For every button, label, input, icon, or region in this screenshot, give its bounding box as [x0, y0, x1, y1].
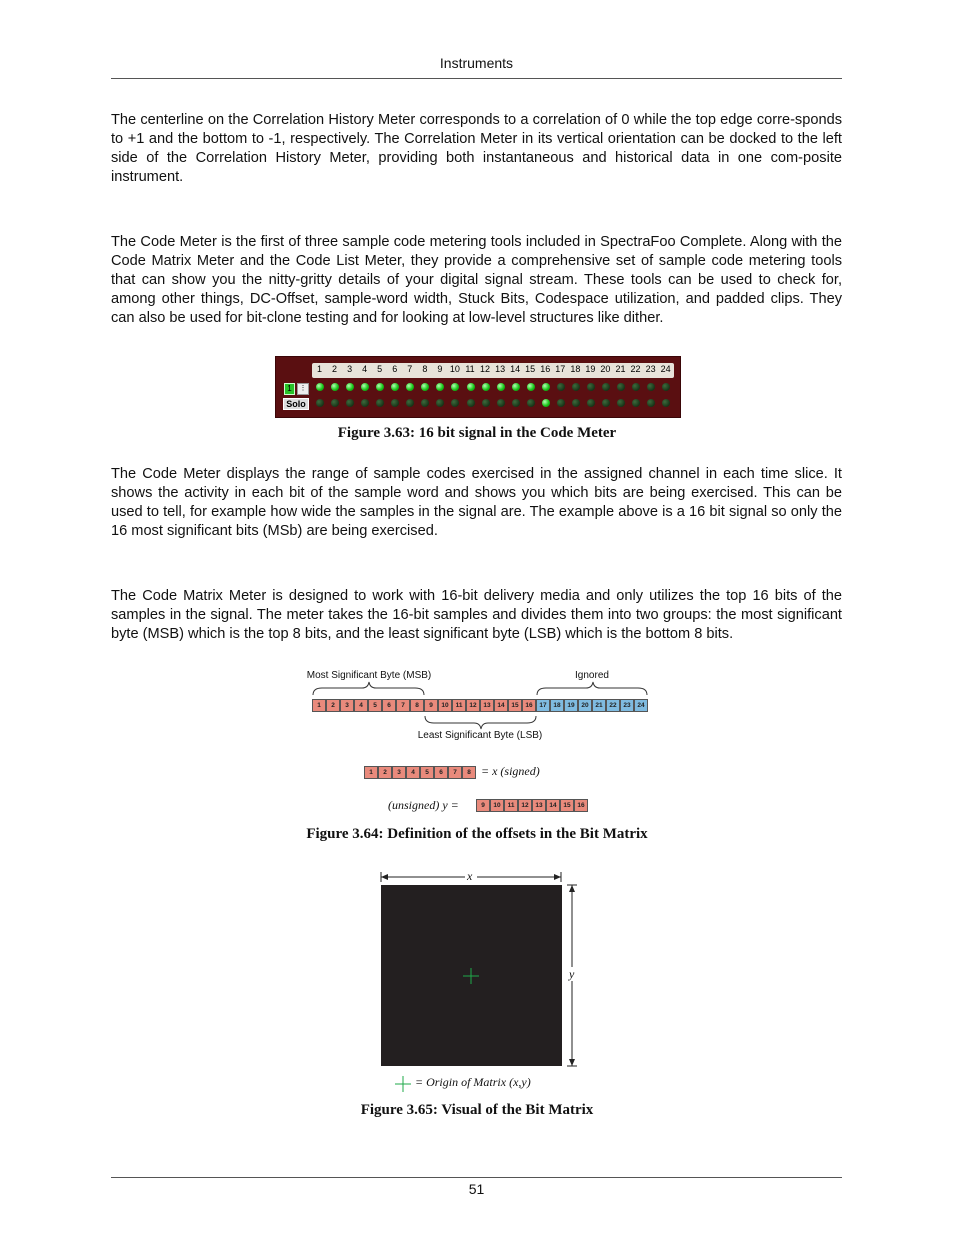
bit-cell: 23: [620, 699, 634, 712]
bit-cell: 10: [438, 699, 452, 712]
bit-number: 13: [495, 364, 506, 374]
bit-cell: 2: [326, 699, 340, 712]
bit-cell: 11: [504, 799, 518, 812]
bit-number: 12: [480, 364, 491, 374]
bit-cell: 20: [578, 699, 592, 712]
origin-legend-icon: [394, 1075, 412, 1093]
bit-cell: 5: [420, 766, 434, 779]
paragraph-code-meter-intro: The Code Meter is the first of three sample code metering tools included in SpectraFoo Complete. Along with the Code Matrix Meter and the Code List Meter, they provide a comprehensive set of sample code metering tools that can show you the nitty-gritty details of your digital signal stream. These tools can be used to check for, among other things, DC-Offset, sample-word width, Stuck Bits, Codespace utilization, and padded clips. They can also be used for bit-clone testing and for looking at low-level structures like dither.: [111, 234, 842, 326]
bit-cell: 1: [312, 699, 326, 712]
bit-cell: 9: [476, 799, 490, 812]
bit-cell: 12: [518, 799, 532, 812]
bit-cell: 3: [392, 766, 406, 779]
ignored-brace: [537, 682, 647, 695]
bit-number: 2: [332, 364, 338, 374]
msb-brace: [313, 682, 424, 695]
bit-cell: 11: [452, 699, 466, 712]
bit-number: 17: [555, 364, 566, 374]
bit-cell: 8: [410, 699, 424, 712]
bit-cell: 8: [462, 766, 476, 779]
bit-cell: 19: [564, 699, 578, 712]
x-axis-label: x: [467, 869, 473, 883]
bit-cell: 2: [378, 766, 392, 779]
y-equation: (unsigned) y =: [388, 798, 459, 812]
lsb-label: Least Significant Byte (LSB): [417, 730, 543, 741]
bit-number: 19: [585, 364, 596, 374]
bit-number: 5: [377, 364, 383, 374]
bit-number: 24: [660, 364, 671, 374]
bit-number: 18: [570, 364, 581, 374]
bit-number: 4: [362, 364, 368, 374]
bit-number: 23: [645, 364, 656, 374]
y-axis-label: y: [569, 967, 575, 981]
bit-cell: 1: [364, 766, 378, 779]
bit-cell: 16: [574, 799, 588, 812]
bit-cell: 10: [490, 799, 504, 812]
lsb-brace: [425, 716, 536, 729]
bit-number: 16: [540, 364, 551, 374]
bit-cell: 15: [508, 699, 522, 712]
bit-cell: 5: [368, 699, 382, 712]
bit-number: 3: [347, 364, 353, 374]
bit-cell: 6: [382, 699, 396, 712]
figure-caption-3-63: Figure 3.63: 16 bit signal in the Code Meter: [337, 425, 617, 441]
bit-cell: 24: [634, 699, 648, 712]
bit-cell: 12: [466, 699, 480, 712]
bit-number: 6: [392, 364, 398, 374]
paragraph-correlation: The centerline on the Correlation History Meter corresponds to a correlation of 0 while the top edge corre-sponds to +1 and the bottom to -1, respectively. The Correlation Meter in its vertical orientation can be docked to the left side of the Correlation History Meter, providing both instantaneous and historical data in one com-posite instrument.: [111, 112, 842, 185]
x-equation: = x (signed): [481, 764, 540, 778]
bit-cell: 21: [592, 699, 606, 712]
bit-cell: 6: [434, 766, 448, 779]
figure-caption-3-64: Figure 3.64: Definition of the offsets in the Bit Matrix: [306, 826, 648, 842]
solo-button[interactable]: Solo: [283, 398, 309, 410]
bit-number: 7: [407, 364, 413, 374]
origin-marker-icon: [381, 885, 562, 1066]
bit-cell: 7: [448, 766, 462, 779]
page-number: 51: [468, 1181, 485, 1197]
origin-legend: = Origin of Matrix (x,y): [415, 1075, 531, 1089]
bit-cell: 14: [494, 699, 508, 712]
footer-rule: [111, 1177, 842, 1178]
bit-matrix-square: [381, 885, 562, 1066]
bit-cell: 14: [546, 799, 560, 812]
bit-cell: 13: [480, 699, 494, 712]
bit-number: 20: [600, 364, 611, 374]
running-header: Instruments: [439, 55, 514, 71]
bit-cell: 3: [340, 699, 354, 712]
ignored-label: Ignored: [575, 670, 609, 681]
bit-cell: 13: [532, 799, 546, 812]
bit-number: 22: [630, 364, 641, 374]
channel-button[interactable]: 1: [284, 383, 295, 395]
bit-number: 11: [465, 364, 475, 374]
bit-cell: 17: [536, 699, 550, 712]
bit-cell: 18: [550, 699, 564, 712]
bit-number: 21: [615, 364, 626, 374]
bit-number: 8: [422, 364, 428, 374]
bit-cell: 4: [354, 699, 368, 712]
bit-number: 14: [510, 364, 521, 374]
bit-cell: 9: [424, 699, 438, 712]
bit-cell: 15: [560, 799, 574, 812]
bit-number: 1: [316, 364, 322, 374]
bit-number: 10: [449, 364, 460, 374]
bit-cell: 16: [522, 699, 536, 712]
bit-number: 15: [525, 364, 536, 374]
bit-cell: 7: [396, 699, 410, 712]
figure-caption-3-65: Figure 3.65: Visual of the Bit Matrix: [360, 1102, 594, 1118]
paragraph-code-meter-description: The Code Meter displays the range of sample codes exercised in the assigned channel in each time slice. It shows the activity in each bit of the sample word and shows you which bits are being exercised. This can be used to tell, for example how wide the samples in the signal are. The example above is a 16 bit signal so only the 16 most significant bits (MSb) are being exercised.: [111, 466, 842, 539]
bit-cell: 22: [606, 699, 620, 712]
msb-label: Most Significant Byte (MSB): [306, 670, 432, 681]
channel-menu-icon[interactable]: ⋮: [297, 383, 309, 395]
bit-number: 9: [437, 364, 443, 374]
bit-cell: 4: [406, 766, 420, 779]
paragraph-code-matrix-intro: The Code Matrix Meter is designed to work with 16-bit delivery media and only utilizes the top 16 bits of the samples in the signal. The meter takes the 16-bit samples and divides them into two groups: the most significant byte (MSB) which is the top 8 bits, and the least significant byte (LSB) which is the bottom 8 bits.: [111, 588, 842, 642]
